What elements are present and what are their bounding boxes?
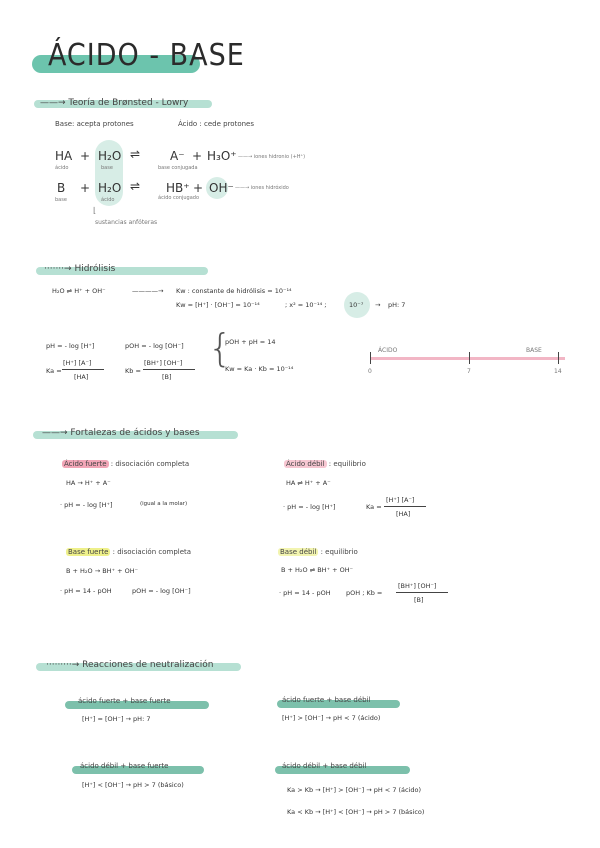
label-acid2: ácido xyxy=(101,197,115,203)
reaction1-h2o: H₂O xyxy=(98,149,122,163)
section-title-hidrolisis: ·······→ Hidrólisis xyxy=(44,264,116,274)
weak-base-ph: · pH = 14 - pOH xyxy=(279,589,331,597)
reaction2-plus2: + xyxy=(193,181,204,195)
base-definition: Base: acepta protones xyxy=(55,120,134,128)
arrow-icon: ——→ xyxy=(42,428,71,438)
fraction-line xyxy=(62,369,104,370)
fraction-line xyxy=(384,506,426,507)
reaction1-a: A⁻ xyxy=(170,149,185,163)
case4-eq1: Ka > Kb → [H⁺] > [OH⁻] → pH < 7 (ácido) xyxy=(287,786,422,794)
arrow-icon: ————→ xyxy=(132,287,164,295)
arrow-icon: ·······→ xyxy=(44,264,75,274)
strong-base-ph: · pH = 14 - pOH xyxy=(60,587,112,595)
section-title-neutralizacion: ·········→ Reacciones de neutralización xyxy=(46,660,214,670)
scale-14: 14 xyxy=(554,368,562,375)
strong-base-poh: pOH = - log [OH⁻] xyxy=(132,587,191,595)
scale-7: 7 xyxy=(467,368,471,375)
label-acid: ácido xyxy=(55,165,69,171)
label-conj-acid: ácido conjugado xyxy=(158,195,200,201)
label-base2: base xyxy=(55,197,67,203)
strong-acid-ph: · pH = - log [H⁺] xyxy=(60,501,113,509)
weak-acid-ka-num: [H⁺] [A⁻] xyxy=(386,496,415,504)
reaction1-h3o: H₃O⁺ xyxy=(207,149,237,163)
note-amphoteric: sustancias anfóteras xyxy=(95,219,158,226)
scale-acid-label: ÁCIDO xyxy=(378,347,398,354)
arrow-icon: → xyxy=(375,301,381,309)
scale-tick xyxy=(469,352,470,364)
weak-base-kb-num: [BH⁺] [OH⁻] xyxy=(398,582,437,590)
scale-base-label: BASE xyxy=(526,347,542,354)
reaction2-plus: + xyxy=(80,181,91,195)
bracket-icon: ⌊ xyxy=(93,206,97,215)
strong-acid-note: (igual a la molar) xyxy=(140,501,188,507)
case1-eq: [H⁺] = [OH⁻] → pH: 7 xyxy=(82,715,151,723)
ka-label: Ka = xyxy=(46,367,62,375)
weak-base-poh: pOH ; Kb = xyxy=(346,589,383,597)
poh-formula: pOH = - log [OH⁻] xyxy=(125,342,184,350)
reaction2-hb: HB⁺ xyxy=(166,181,190,195)
x-squared: ; x² = 10⁻¹⁴ ; xyxy=(285,301,327,309)
reaction2-b: B xyxy=(57,181,66,195)
kw-definition: Kw : constante de hidrólisis = 10⁻¹⁴ xyxy=(176,287,292,295)
kb-numerator: [BH⁺] [OH⁻] xyxy=(144,359,183,367)
acid-definition: Ácido : cede protones xyxy=(178,120,254,128)
reaction2-h2o: H₂O xyxy=(98,181,122,195)
weak-acid-ka-den: [HA] xyxy=(396,510,411,518)
weak-base-title: Base débil : equilibrio xyxy=(280,548,358,556)
strong-base-title: Base fuerte : disociación completa xyxy=(68,548,192,556)
ka-denominator: [HA] xyxy=(74,373,89,381)
arrow-icon: ——→ xyxy=(40,98,69,108)
weak-acid-title: Ácido débil : equilibrio xyxy=(286,460,366,468)
value-concentration: 10⁻⁷ xyxy=(349,301,364,309)
ph-formula: pH = - log [H⁺] xyxy=(46,342,95,350)
equilibrium-arrow-icon: ⇌ xyxy=(130,179,141,193)
case3-title: ácido débil + base fuerte xyxy=(80,762,169,770)
ph-poh-sum: pOH + pH = 14 xyxy=(225,338,276,346)
strong-base-eq: B + H₂O → BH⁺ + OH⁻ xyxy=(66,567,139,575)
scale-tick xyxy=(558,352,559,364)
scale-tick xyxy=(370,352,371,364)
note-hydroxide: ——→ iones hidróxido xyxy=(235,185,289,191)
reaction1-plus2: + xyxy=(192,149,203,163)
ka-numerator: [H⁺] [A⁻] xyxy=(63,359,92,367)
fraction-line xyxy=(143,369,195,370)
weak-acid-ph: · pH = - log [H⁺] xyxy=(283,503,336,511)
case1-title: ácido fuerte + base fuerte xyxy=(78,697,171,705)
ph-scale xyxy=(370,357,565,360)
fraction-line xyxy=(396,592,448,593)
scale-0: 0 xyxy=(368,368,372,375)
weak-acid-eq: HA ⇌ H⁺ + A⁻ xyxy=(286,479,331,487)
reaction2-oh: OH⁻ xyxy=(209,181,234,195)
case4-title: ácido débil + base débil xyxy=(282,762,367,770)
arrow-icon: ——→ xyxy=(238,154,254,160)
kw-ka-kb: Kw = Ka · Kb = 10⁻¹⁴ xyxy=(225,365,294,373)
weak-base-kb-den: [B] xyxy=(414,596,424,604)
weak-base-eq: B + H₂O ⇌ BH⁺ + OH⁻ xyxy=(281,566,354,574)
strong-acid-eq: HA → H⁺ + A⁻ xyxy=(66,479,111,487)
kb-denominator: [B] xyxy=(162,373,172,381)
arrow-icon: ——→ xyxy=(235,185,251,191)
label-base: base xyxy=(101,165,113,171)
kb-label: Kb = xyxy=(125,367,141,375)
water-dissociation: H₂O ⇌ H⁺ + OH⁻ xyxy=(52,287,106,295)
page-title: ÁCIDO - BASE xyxy=(48,38,245,73)
weak-acid-ka-label: Ka = xyxy=(366,503,382,511)
strong-acid-title: Ácido fuerte : disociación completa xyxy=(64,460,190,468)
reaction1-ha: HA xyxy=(55,149,73,163)
section-title-bronsted: ——→ Teoría de Brønsted - Lowry xyxy=(40,98,189,108)
equilibrium-arrow-icon: ⇌ xyxy=(130,147,141,161)
neutral-ph: pH: 7 xyxy=(388,301,406,309)
arrow-icon: ·········→ xyxy=(46,660,83,670)
case3-eq: [H⁺] < [OH⁻] → pH > 7 (básico) xyxy=(82,781,184,789)
section-title-fortalezas: ——→ Fortalezas de ácidos y bases xyxy=(42,428,200,438)
case2-title: ácido fuerte + base débil xyxy=(282,696,371,704)
case4-eq2: Ka < Kb → [H⁺] < [OH⁻] → pH > 7 (básico) xyxy=(287,808,425,816)
kw-equation: Kw = [H⁺] · [OH⁻] = 10⁻¹⁴ xyxy=(176,301,260,309)
brace-icon: { xyxy=(208,326,233,370)
label-conj-base: base conjugada xyxy=(158,165,198,171)
case2-eq: [H⁺] > [OH⁻] → pH < 7 (ácido) xyxy=(282,714,381,722)
note-hydronium: ——→ iones hidronio (+H⁺) xyxy=(238,154,306,160)
reaction1-plus: + xyxy=(80,149,91,163)
